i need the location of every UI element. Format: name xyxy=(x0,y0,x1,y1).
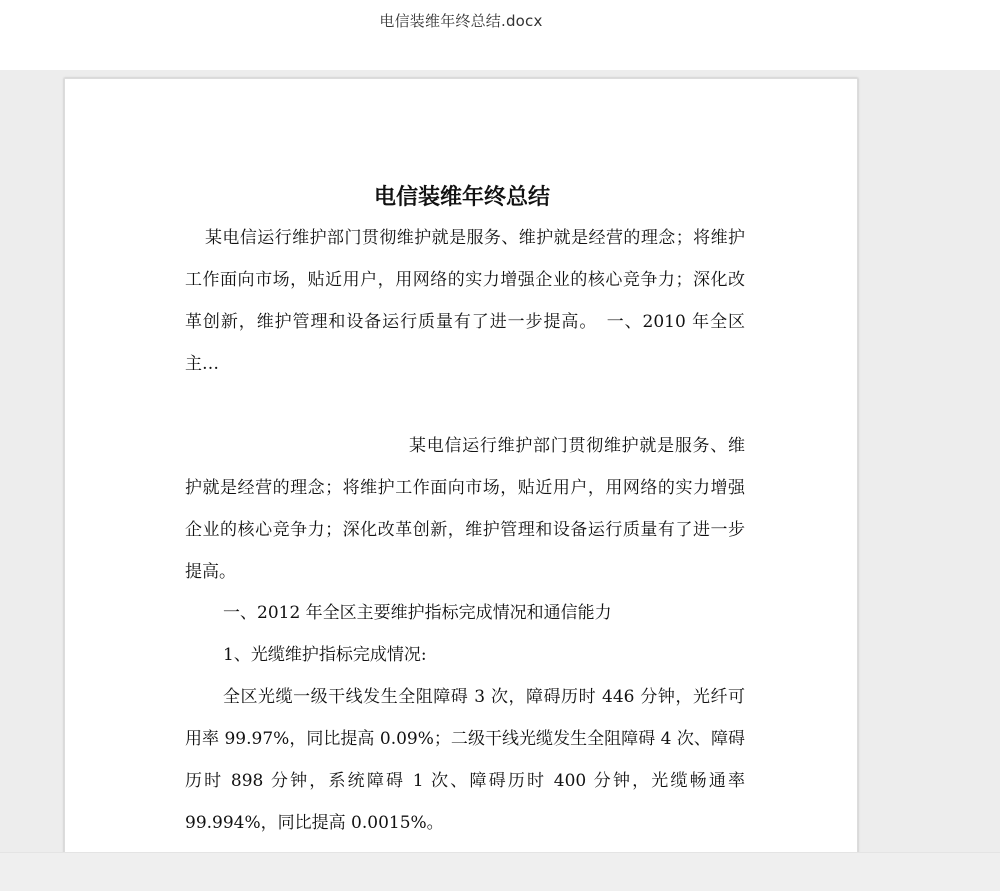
summary-paragraph: 某电信运行维护部门贯彻维护就是服务、维护就是经营的理念；将维护工作面向市场，贴近用户，用网络的实力增强企业的核心竞争力；深化改革创新，维护管理和设备运行质量有了进一步提高。 一、2010 年全区主… xyxy=(185,228,745,374)
document-title: 电信装维年终总结 xyxy=(373,184,550,210)
body-paragraph: 某电信运行维护部门贯彻维护就是服务、维护就是经营的理念；将维护工作面向市场，贴近用户，用网络的实力增强企业的核心竞争力；深化改革创新，维护管理和设备运行质量有了进一步提高。 xyxy=(185,436,745,582)
document-page xyxy=(64,78,858,878)
title-bar xyxy=(0,0,1000,70)
section-heading: 一、2012 年全区主要维护指标完成情况和通信能力 xyxy=(223,603,612,623)
document-filename: 电信装维年终总结.docx xyxy=(379,12,543,30)
subsection-heading: 1、光缆维护指标完成情况: xyxy=(223,645,427,665)
body-paragraph: 全区光缆一级干线发生全阻障碍 3 次，障碍历时 446 分钟，光纤可用率 99.97%，同比提高 0.09%；二级干线光缆发生全阻障碍 4 次、障碍历时 898 分钟，系统障碍 1 次、障碍历时 400 分钟，光缆畅通率 99.994%，同比提高 0.0015%。 xyxy=(185,687,745,833)
bottom-toolbar xyxy=(0,852,1000,891)
document-viewer[interactable] xyxy=(0,70,1000,890)
